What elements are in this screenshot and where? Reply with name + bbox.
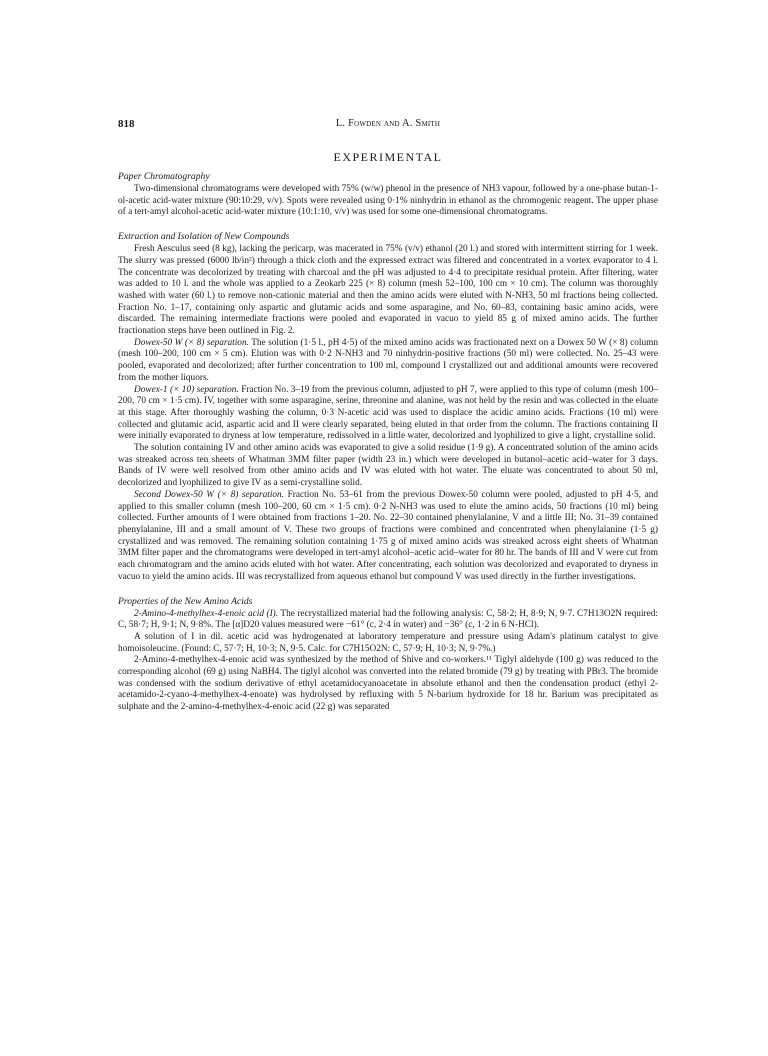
journal-page xyxy=(118,118,658,714)
run-in-label-compound-i: 2-Amino-4-methylhex-4-enoic acid (I). xyxy=(134,608,279,619)
run-in-label-dowex-1: Dowex-1 (× 10) separation. xyxy=(134,384,239,395)
paragraph-compound-i xyxy=(118,609,658,632)
paragraph-body: The recrystallized material had the following analysis: C, 58·2; H, 8·9; N, 9·7. C7H13O2N required: C, 58·7; H, 9·1; N, 9·8%. The [α]D20 values measured were −61° (c, 2·4 in water) and −36° (c, 1·2 in 6 N-HCl). xyxy=(118,608,658,631)
paragraph-body: Fraction No. 53–61 from the previous Dowex-50 column were pooled, adjusted to pH 4·5, and applied to this smaller column (mesh 100–200, 60 cm × 1·5 cm). 0·2 N-NH3 was used to elute the amino acids, 50 fractions (10 ml) being collected. Further amounts of I were obtained from fractions 1–20. No. 22–30 contained phenylalanine, V and a little III; No. 31–39 contained phenylalanine, III and a small amount of V. These two groups of fractions were combined and concentrated when phenylalanine (1·5 g) crystallized and was removed. The remaining solution containing 1·75 g of mixed amino acids was streaked across eight sheets of Whatman 3MM filter paper and the chromatograms were developed in tert-amyl alcohol–acetic acid–water for 80 hr. The bands of III and V were cut from each chromatogram and the amino acids eluted with hot water. After concentrating, each solution was decolorized and evaporated to dryness in vacuo to yield the amino acids. III was recrystallized from aqueous ethanol but compound V was used directly in the further investigations. xyxy=(118,489,658,582)
subheading-properties: Properties of the New Amino Acids xyxy=(118,595,253,607)
subheading-paper-chromatography: Paper Chromatography xyxy=(118,171,210,182)
paragraph-body: Fraction No. 3–19 from the previous column, adjusted to pH 7, were applied to this type of column (mesh 100–200, 70 cm × 1·5 cm). IV, together with some asparagine, serine, threonine and alanine, was not held by the resin and was collected in the eluate at this stage. After thoroughly washing the column, 0·3 N-acetic acid was used to displace the acidic amino acids. Fractions (10 ml) were collected and glutamic acid, aspartic acid and II were clearly separated, being eluted in that order from the column. The fractions containing II were initially evaporated to dryness at low temperature, redissolved in a little water, decolorized and lyophilized to give a light, crystalline solid. xyxy=(118,384,659,442)
running-head-authors: L. Fowden and A. Smith xyxy=(335,118,441,129)
paragraph-paper-chromatography: Two-dimensional chromatograms were developed with 75% (w/w) phenol in the presence of NH3 vapour, followed by a one-phase butan-1-ol-acetic acid-water mixture (90:10:29, v/v). Spots were revealed using 0·1% ninhydrin in ethanol as the chromogenic reagent. The upper phase of a tert-amyl alcohol-acetic acid-water mixture (10:1:10, v/v) was used for some one-dimensional chromatograms. xyxy=(118,184,658,218)
paragraph-dowex-50-separation xyxy=(118,338,658,385)
paragraph-extraction-iv: The solution containing IV and other amino acids was evaporated to give a solid residue (1·9 g). A concentrated solution of the amino acids was streaked across ten sheets of Whatman 3MM filter paper (width 23 in.) which were developed in butanol–acetic acid–water for 3 days. Bands of IV were well resolved from other amino acids and IV was eluted with hot water. The eluate was concentrated to about 50 ml, decolorized and lyophilized to give IV as a semi-crystalline solid. xyxy=(118,443,658,489)
page-number: 818 xyxy=(118,118,135,130)
paragraph-dowex-1-separation xyxy=(118,385,658,444)
paragraph-hydrogenation: A solution of I in dil. acetic acid was hydrogenated at laboratory temperature and pressure using Adam's platinum catalyst to give homoisoleucine. (Found: C, 57·7; H, 10·3; N, 9·5. Calc. for C7H15O2N: C, 57·9; H, 10·3; N, 9·7%.) xyxy=(118,631,658,654)
paragraph-body: The solution (1·5 l., pH 4·5) of the mixed amino acids was fractionated next on a Dowex 50 W (× 8) column (mesh 100–200, 100 cm × 5 cm). Elution was with 0·2 N-NH3 and 70 ninhydrin-positive fractions (50 ml) were collected. No. 25–43 were pooled, evaporated and decolorized; after further concentration to 100 ml, compound I crystallized out and additional amounts were recovered from the mother liquors. xyxy=(118,337,659,383)
running-head xyxy=(118,118,658,136)
paragraph-extraction-1: Fresh Aesculus seed (8 kg), lacking the pericarp, was macerated in 75% (v/v) ethanol (20 l.) and stored with intermittent stirring for 1 week. The slurry was pressed (6000 lb/in²) through a thick cloth and the expressed extract was filtered and concentrated in a vortex evaporator to 4 l. The concentrate was decolorized by treating with charcoal and the pH was adjusted to 4·4 to precipitate residual protein. After filtering, water was added to 10 l. and the whole was applied to a Zeokarb 225 (× 8) column (mesh 52–100, 100 cm × 10 cm). The column was thoroughly washed with water (60 l.) to remove non-cationic material and then the amino acids were eluted with N-NH3, 50 ml fractions being collected. Fraction No. 1–17, containing only aspartic and glutamic acids and some asparagine, and No. 60–83, containing basic amino acids, were discarded. The remaining intermediate fractions were pooled and evaporated in vacuo to yield 85 g of mixed amino acids. The further fractionation steps have been outlined in Fig. 2. xyxy=(118,244,658,337)
run-in-label-dowex-50: Dowex-50 W (× 8) separation. xyxy=(134,337,249,348)
run-in-label-second-dowex: Second Dowex-50 W (× 8) separation. xyxy=(134,489,285,500)
paragraph-second-dowex-separation xyxy=(118,490,658,584)
paragraph-synthesis: 2-Amino-4-methylhex-4-enoic acid was synthesized by the method of Shive and co-workers.¹¹ Tiglyl aldehyde (100 g) was reduced to the corresponding alcohol (69 g) using NaBH4. The tiglyl alcohol was converted into the related bromide (79 g) by treating with PBr3. The bromide was condensed with the sodium derivative of ethyl acetamidocyanoacetate in absolute ethanol and then the condensation product (ethyl 2-acetamido-2-cyano-4-methylhex-4-enoate) was hydrolysed by refluxing with 5 N-barium hydroxide for 18 hr. Barium was precipitated as sulphate and the 2-amino-4-methylhex-4-enoic acid (22 g) was separated xyxy=(118,655,658,713)
section-title: EXPERIMENTAL xyxy=(333,150,443,164)
subheading-extraction: Extraction and Isolation of New Compounds xyxy=(118,231,290,243)
